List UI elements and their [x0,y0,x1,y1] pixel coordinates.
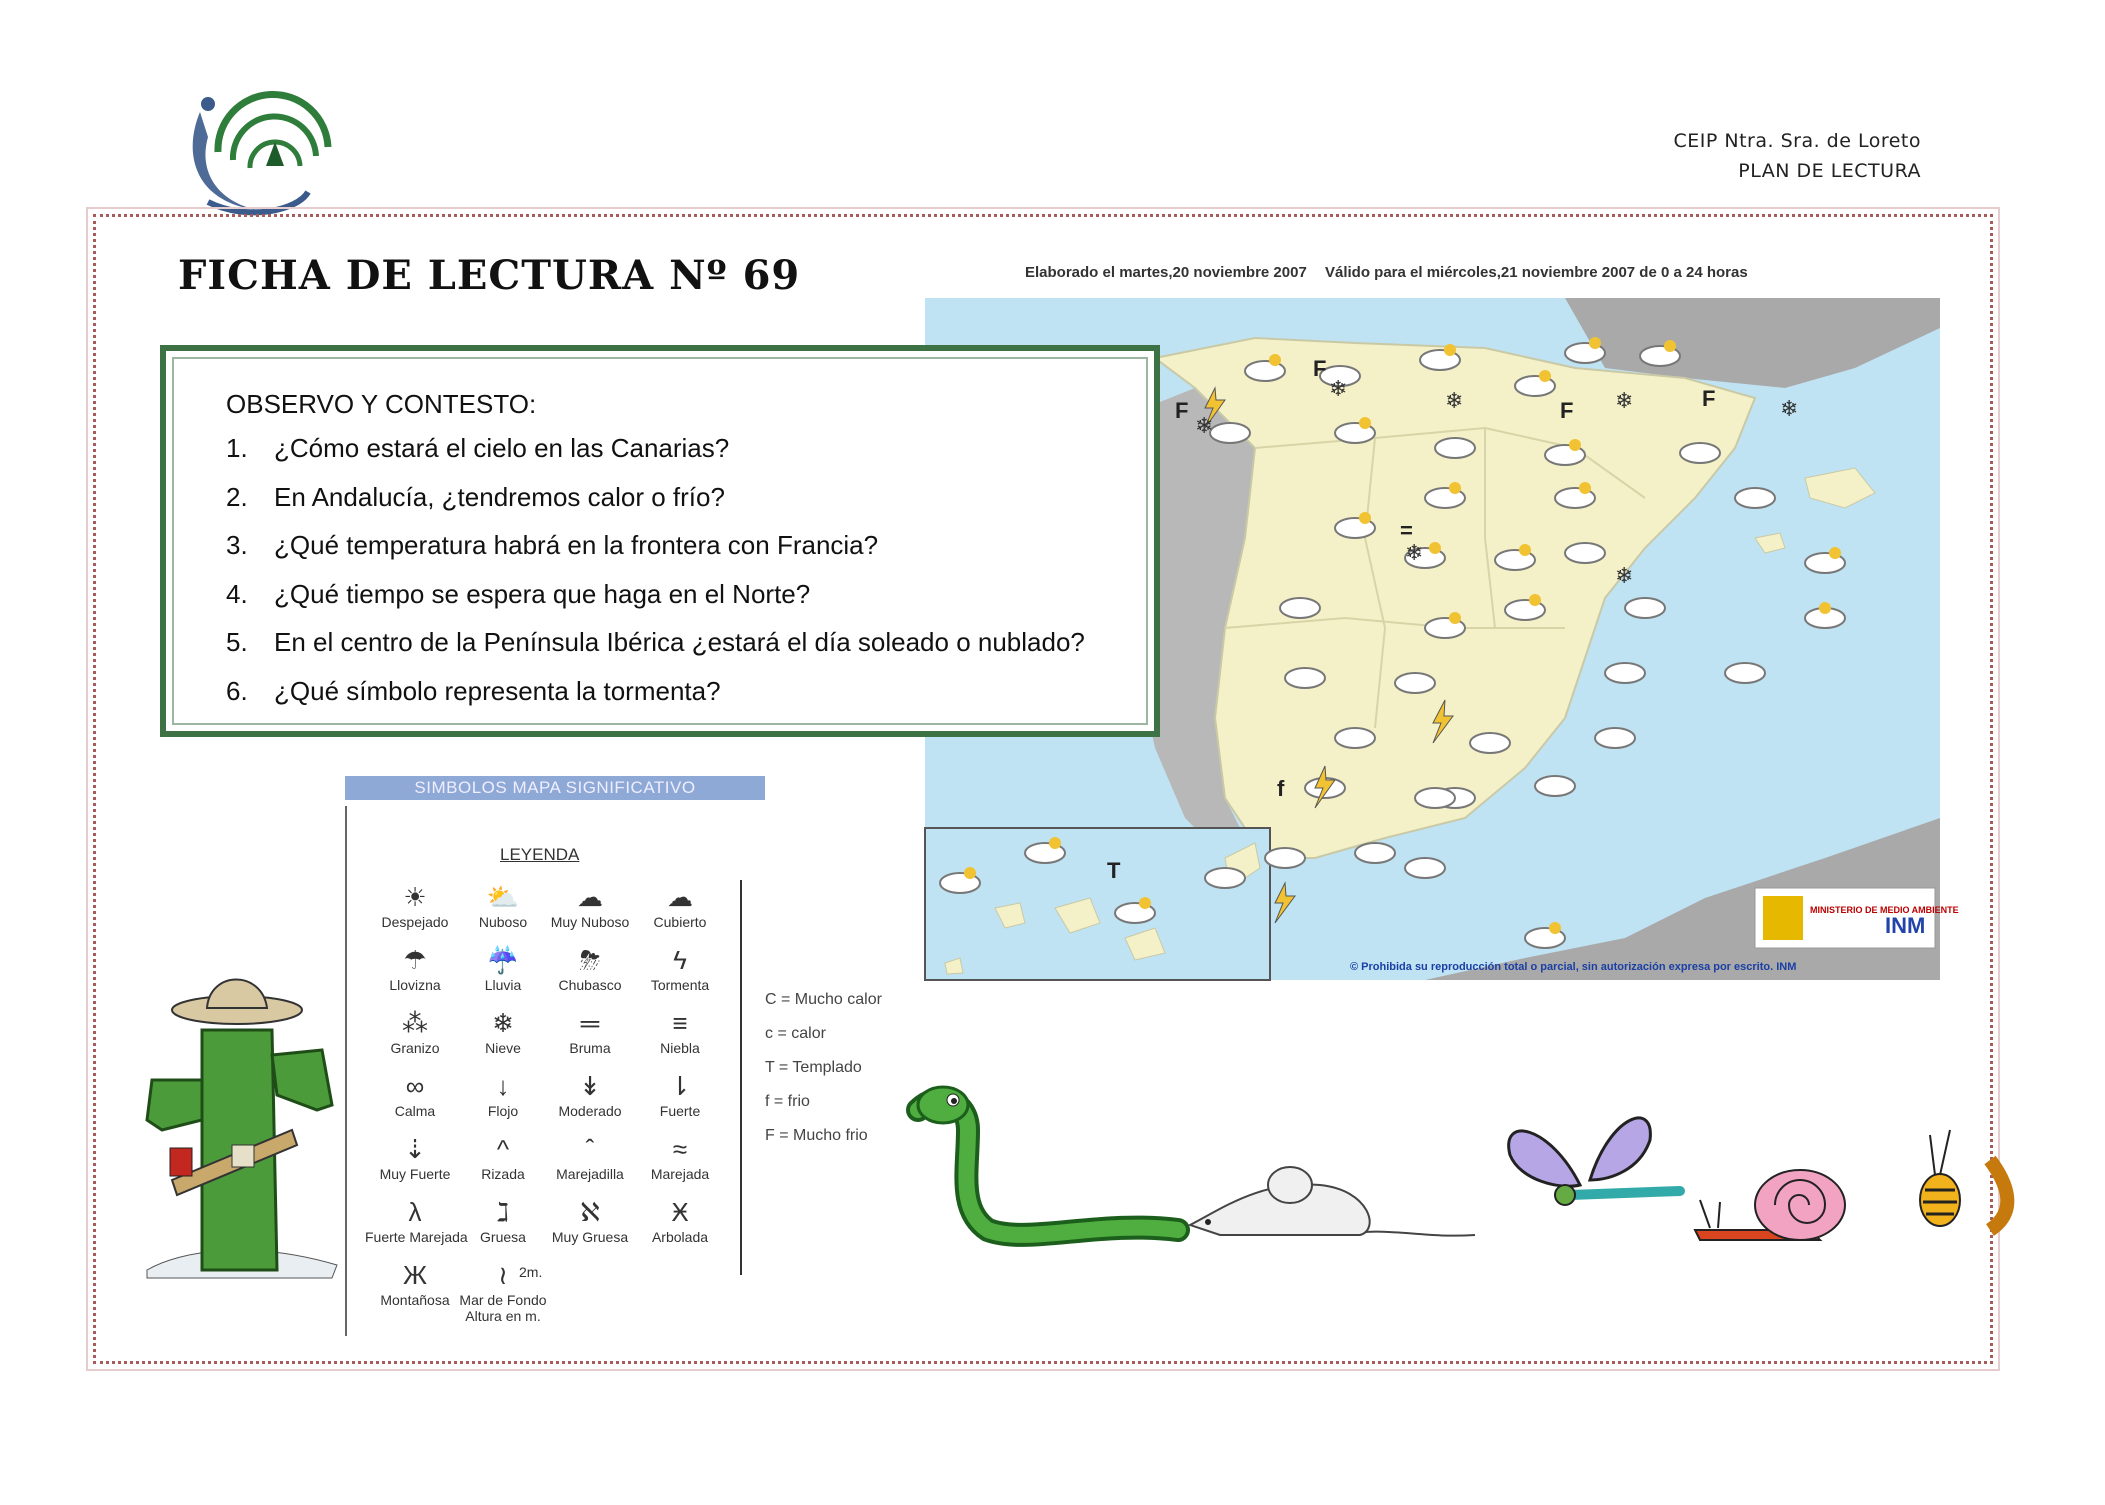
svg-text:❄: ❄ [1445,389,1464,414]
legend-symbol-label: Gruesa [480,1229,526,1245]
bee-illustration [1880,1120,2010,1270]
svg-text:F: F [1313,356,1327,381]
questions-heading: OBSERVO Y CONTESTO: [226,389,537,419]
legend-symbol [540,1132,640,1182]
legend-symbol [453,1195,553,1245]
svg-text:INM: INM [1885,913,1926,938]
junta-logo [178,92,338,217]
legend-header-bar: SIMBOLOS MAPA SIGNIFICATIVO [345,776,765,800]
svg-text:❄: ❄ [1405,541,1424,566]
legend-symbol [365,1258,465,1308]
svg-text:F: F [1702,386,1716,411]
svg-text:© Prohibida su reproducción to: © Prohibida su reproducción total o parcial, sin autorización expresa por escrito. INM [1350,961,1797,973]
legend-symbol-label: Montañosa [380,1292,450,1308]
temp-key-item: T = Templado [765,1059,862,1076]
svg-text:❄: ❄ [1780,397,1799,422]
map-caption-elaborated: Elaborado el martes,20 noviembre 2007 [1025,264,1307,281]
shower-icon: ⛈ [579,945,601,975]
svg-text:MINISTERIO DE MEDIO AMBIENTE: MINISTERIO DE MEDIO AMBIENTE [1810,905,1959,915]
temp-key-item: C = Mucho calor [765,991,882,1008]
temp-key-item: c = calor [765,1025,826,1042]
question-item: 5. En el centro de la Península Ibérica ¿estará el día soleado o nublado? [226,627,1085,657]
heavy-sea-icon: ℷ [496,1197,510,1227]
questions-box [160,345,1160,737]
legend-symbol-label: Marejada [650,1166,710,1182]
mouse-illustration [1180,1140,1480,1250]
cloud-icon: ☁ [667,882,693,912]
page-title: FICHA DE LECTURA Nº 69 [178,252,801,299]
map-caption [1025,264,1762,281]
very-heavy-sea-icon: ℵ [580,1197,600,1227]
question-item: 4. ¿Qué tiempo se espera que haga en el Norte? [226,578,811,609]
lightning-icon: ϟ [673,945,687,975]
legend-symbol [453,1132,553,1182]
map-caption-valid: Válido para el miércoles,21 noviembre 2007 de 0 a 24 horas [1324,264,1748,281]
svg-text:❄: ❄ [1615,389,1634,414]
svg-text:❄: ❄ [1195,414,1214,439]
svg-text:=: = [1400,518,1413,543]
legend-title: LEYENDA [500,845,580,864]
wind-moderate-icon: ↡ [579,1071,601,1101]
legend-symbol [365,943,465,993]
fog-icon: ≡ [672,1008,688,1038]
temperature-key [765,983,882,1153]
legend-symbol [630,1195,730,1245]
legend-symbol-label: Arbolada [651,1229,709,1245]
legend-symbol [540,1006,640,1056]
svg-text:f: f [1277,776,1285,801]
legend-symbol [365,1069,465,1119]
temp-key-item: f = frio [765,1093,810,1110]
sun-cloud-icon: ⛅ [486,882,520,912]
plan-name: PLAN DE LECTURA [1738,160,1921,182]
svg-text:❄: ❄ [1329,377,1348,402]
svg-text:F: F [1175,398,1189,423]
legend-symbol [540,1195,640,1245]
legend-symbol-label: Altura en m. [465,1308,541,1324]
legend-symbol-label: Muy Fuerte [379,1166,451,1182]
legend-symbol-label: Moderado [558,1103,622,1119]
svg-text:F: F [1560,398,1574,423]
temp-key-item: F = Mucho frio [765,1127,868,1144]
mist-icon: ═ [580,1008,600,1038]
legend-symbol [540,943,640,993]
cloud-icon: ☁ [577,882,603,912]
cactus-illustration [132,960,352,1290]
legend-symbol-label: Niebla [660,1040,700,1056]
question-item: 6. ¿Qué símbolo representa la tormenta? [226,675,721,706]
legend-symbol-label: Rizada [481,1166,525,1182]
legend-symbol-label: Muy Gruesa [551,1229,629,1245]
legend-symbol-extra: 2m. [519,1264,543,1280]
drizzle-icon: ☂ [403,945,427,975]
legend-symbol [453,943,553,993]
snow-icon: ❄ [492,1008,514,1038]
questions-list [226,433,1085,724]
legend-symbol-label: Muy Nuboso [550,914,630,930]
legend-symbol [365,1132,465,1182]
calm-icon: ∞ [405,1071,425,1101]
legend-symbol-label: Flojo [487,1103,519,1119]
legend-symbol [540,1069,640,1119]
hail-icon: ⁂ [402,1008,428,1038]
legend-symbol-label: Lluvia [484,977,522,993]
legend-symbol [630,943,730,993]
svg-text:❄: ❄ [1615,564,1634,589]
legend-symbol-label: Nieve [485,1040,521,1056]
legend-divider [740,880,742,1275]
rough-icon: ≈ [672,1134,688,1164]
legend-symbol [365,880,465,930]
legend-symbol-label: Calma [394,1103,436,1119]
legend-symbol-label: Fuerte Marejada [365,1229,468,1245]
legend-symbol [630,880,730,930]
snake-illustration [898,1070,1188,1250]
legend-symbol-label: Mar de Fondo [459,1292,547,1308]
question-item: 2. En Andalucía, ¿tendremos calor o frío? [226,481,725,512]
legend-symbol-label: Bruma [569,1040,611,1056]
swell-icon: ≀ [498,1260,508,1290]
high-sea-icon: Ӿ [671,1197,689,1227]
legend-symbol [365,1195,468,1245]
snail-illustration [1690,1150,1870,1250]
legend-symbol-label: Chubasco [558,977,622,993]
svg-text:T: T [1107,858,1121,883]
legend-symbol-label: Marejadilla [556,1166,624,1182]
dragonfly-illustration [1490,1095,1690,1255]
legend-symbols [365,880,725,1340]
wind-weak-icon: ↓ [496,1071,510,1101]
choppy-icon: ˆ [585,1134,595,1164]
legend-symbol [630,1069,730,1119]
wind-strong-icon: ⇂ [669,1071,691,1101]
school-name: CEIP Ntra. Sra. de Loreto [1673,130,1921,152]
legend-symbol-label: Llovizna [389,977,441,993]
legend-symbol-label: Cubierto [653,914,707,930]
sun-icon: ☀ [403,882,427,912]
legend-symbol-label: Tormenta [650,977,710,993]
legend-symbol-label: Granizo [390,1040,440,1056]
legend-symbol [630,1132,730,1182]
rain-icon: ☔ [486,945,520,975]
legend-symbol [630,1006,730,1056]
question-item: 3. ¿Qué temperatura habrá en la frontera con Francia? [226,530,879,560]
legend-symbol [365,1006,465,1056]
mountainous-sea-icon: Ж [402,1260,427,1290]
legend-symbol-label: Fuerte [659,1103,701,1119]
ripple-icon: ^ [496,1134,510,1164]
legend-symbol-label: Nuboso [478,914,528,930]
school-header [1674,126,1922,186]
legend-symbol [453,1006,553,1056]
legend-symbol [453,1069,553,1119]
wind-very-strong-icon: ⇣ [404,1134,426,1164]
legend-symbol [453,1258,553,1324]
question-item: 1. ¿Cómo estará el cielo en las Canarias? [226,433,730,463]
legend-symbol [453,880,553,930]
legend-symbol [540,880,640,930]
very-rough-icon: λ [408,1197,422,1227]
legend-symbol-label: Despejado [381,914,449,930]
